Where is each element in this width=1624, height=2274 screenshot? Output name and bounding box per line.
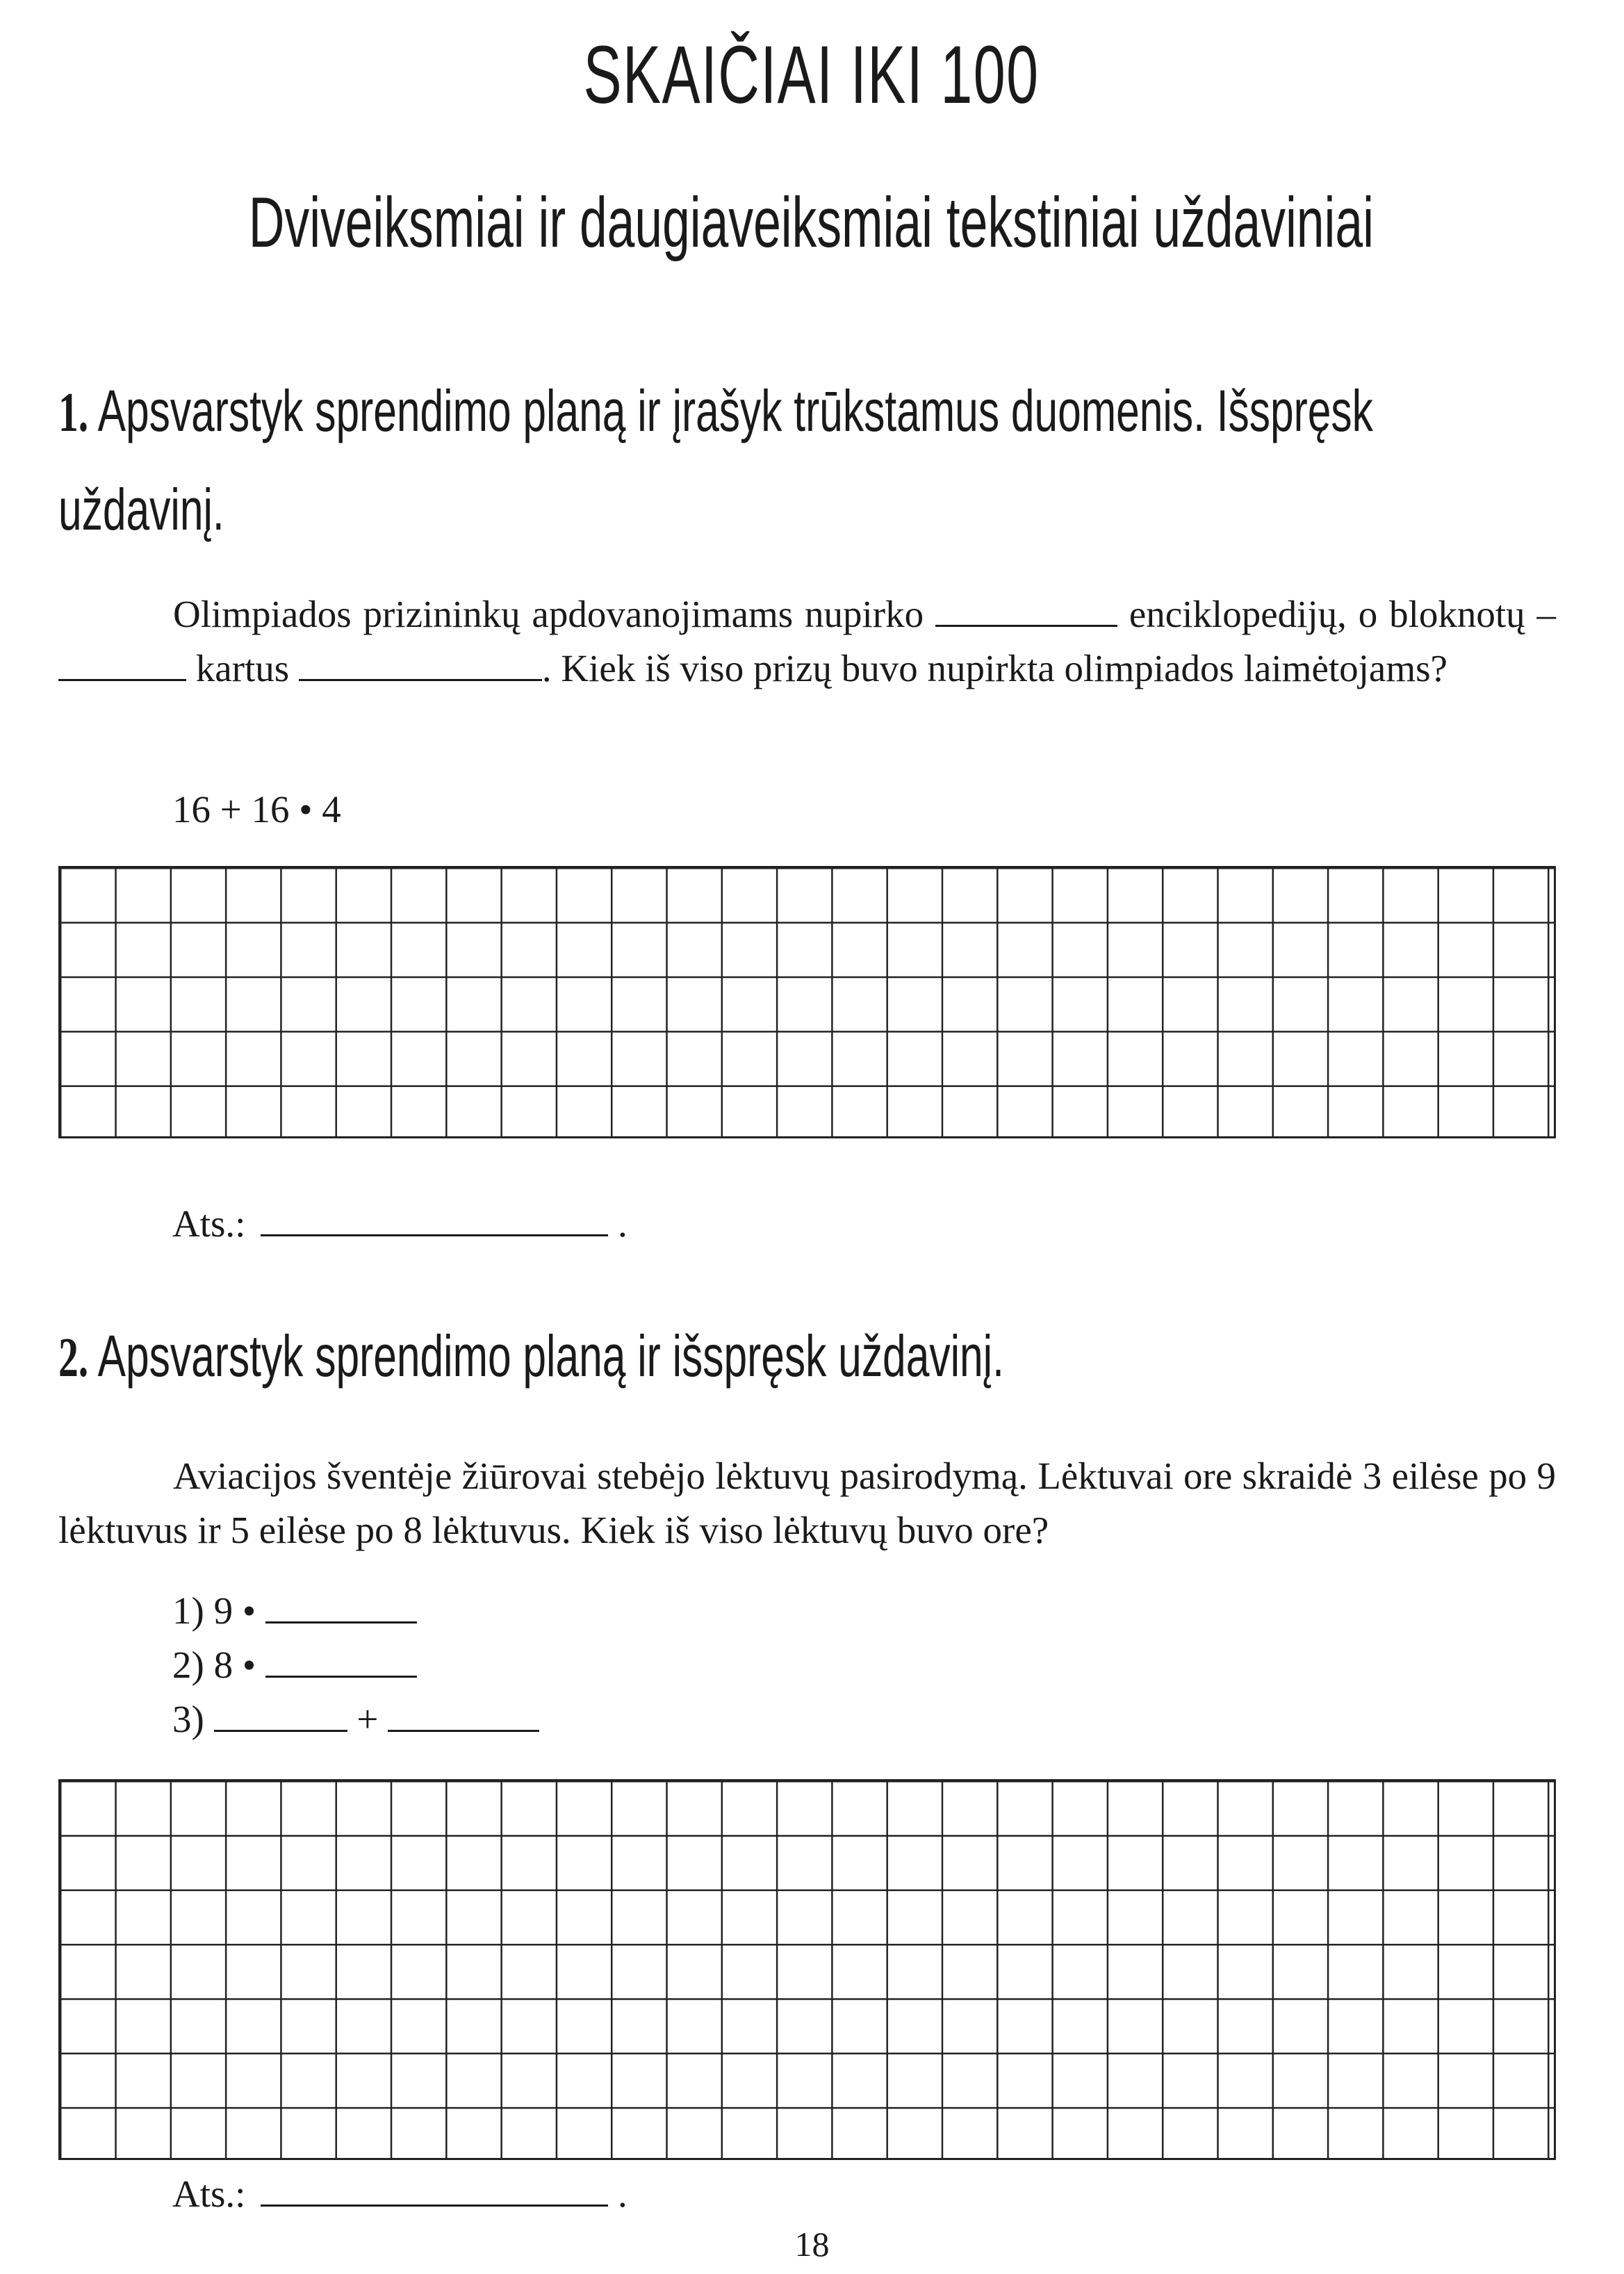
task1-heading-cont: [58, 460, 1609, 559]
task1-number: 1.: [58, 382, 89, 443]
task2-step1-blank[interactable]: [265, 1589, 417, 1623]
task1-blank-times[interactable]: [58, 647, 186, 681]
task2-step3-blank2[interactable]: [388, 1698, 539, 1732]
task1-answer-end: .: [617, 1202, 628, 1245]
task1-heading: [58, 361, 1609, 462]
task2-step2: [172, 1638, 417, 1692]
task2-step3-label: 3): [172, 1698, 204, 1740]
task2-heading: [58, 1307, 1609, 1407]
page-title: SKAIČIAI IKI 100: [583, 29, 1040, 121]
page-subtitle: Dviveiksmiai ir daugiaveiksmiai tekstiniai uždaviniai: [248, 183, 1374, 262]
task2-step3: [172, 1692, 539, 1747]
task1-blank-encyclopedias[interactable]: [935, 593, 1117, 627]
task1-problem-part4: . Kiek iš viso prizų buvo nupirkta olimpiados laimėtojams?: [541, 647, 1447, 689]
task2-answer-end: .: [617, 2173, 628, 2215]
task1-problem-part1: Olimpiados prizininkų apdovanojimams nupirko: [173, 593, 924, 635]
task2-number: 2.: [58, 1327, 89, 1389]
task2-problem-text: Aviacijos šventėje žiūrovai stebėjo lėktuvų pasirodymą. Lėktuvai ore skraidė 3 eilėse po 9 lėktuvus ir 5 eilėse po 8 lėktuvus. Kiek iš viso lėktuvų buvo ore?: [58, 1455, 1556, 1551]
task1-answer-label: Ats.:: [172, 1202, 246, 1245]
task2-answer-label: Ats.:: [172, 2173, 246, 2215]
task2-step2-label: 2) 8 •: [172, 1644, 256, 1686]
task2-answer: [172, 2167, 628, 2221]
task2-step3-blank1[interactable]: [214, 1698, 347, 1732]
task1-answer-blank[interactable]: [261, 1202, 608, 1236]
page-number: 18: [794, 2225, 830, 2264]
task1-problem-part2: enciklopedijų, o bloknotų –: [1129, 593, 1557, 635]
task1-expression: 16 + 16 • 4: [172, 788, 341, 831]
task1-problem-text: [58, 587, 1556, 696]
task2-answer-grid[interactable]: [58, 1779, 1556, 2160]
task1-problem-part3: kartus: [195, 647, 290, 689]
task1-instruction-line1: Apsvarstyk sprendimo planą ir įrašyk trūkstamus duomenis. Išspręsk: [97, 378, 1373, 443]
task2-answer-blank[interactable]: [261, 2173, 608, 2207]
task2-step2-blank[interactable]: [265, 1644, 417, 1678]
task2-step3-plus: +: [356, 1698, 379, 1740]
task1-answer-grid[interactable]: [58, 866, 1556, 1138]
task2-step1-label: 1) 9 •: [172, 1589, 256, 1632]
task2-instruction: Apsvarstyk sprendimo planą ir išspręsk uždavinį.: [97, 1323, 1004, 1389]
task1-instruction-line2: uždavinį.: [58, 477, 224, 542]
task2-step1: [172, 1584, 417, 1638]
task1-blank-relation[interactable]: [299, 647, 542, 681]
task1-answer-line: [172, 1197, 628, 1251]
